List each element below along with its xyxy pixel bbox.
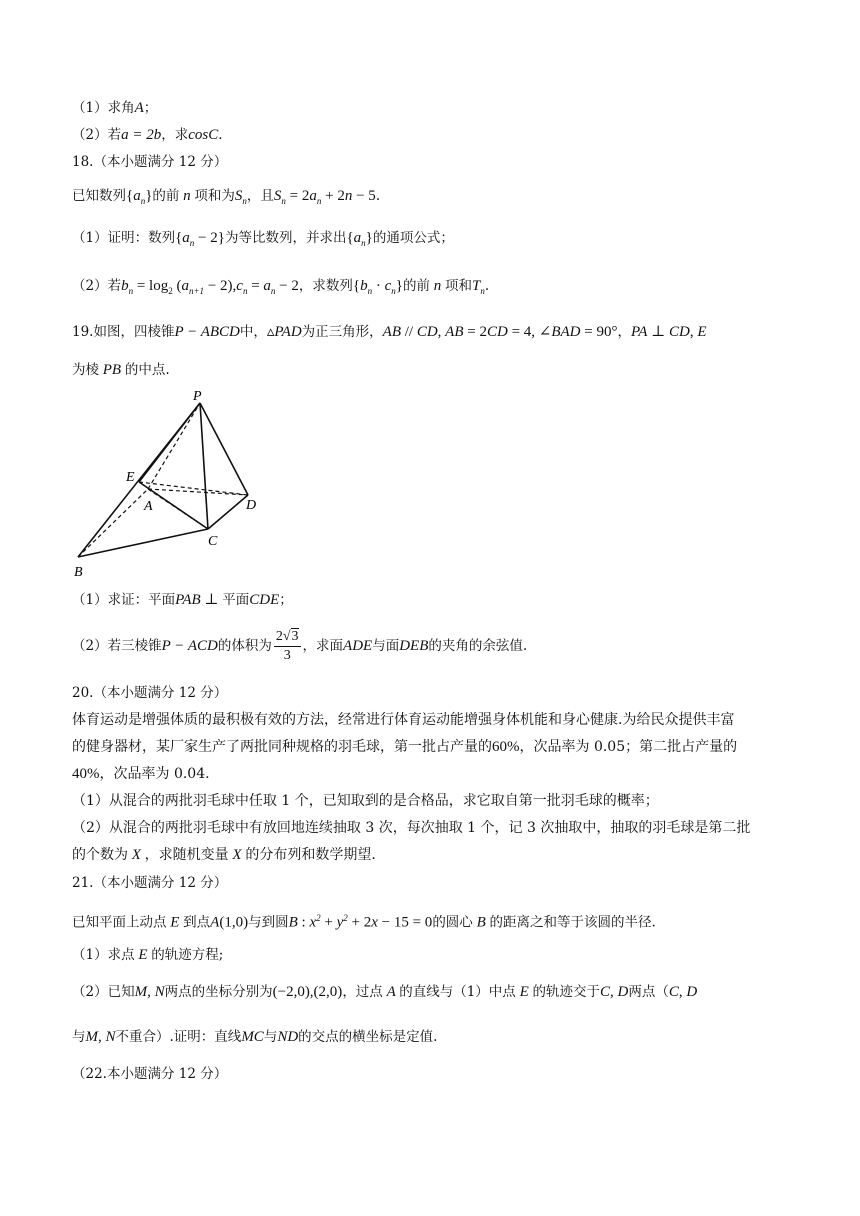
edge-BA xyxy=(78,489,148,557)
q18-part2: （2）若$b_n = \log_2 (a_{n+1} - 2),c_n = a_n - 2$，求数列$\{b_n \cdot c_n\}$的前 n 项和$T_n$. xyxy=(72,278,490,296)
edge-AD xyxy=(148,489,248,495)
q19-part2: （2）若三棱锥P − ACD的体积为 $\frac{2√3}{3}$ ，求面ADE与面DEB的夹角的余弦值. xyxy=(72,629,528,663)
q18-stem: 已知数列$\{a_n\}$的前 n 项和为$S_n$，且$S_n = 2a_n + 2n - 5$. xyxy=(72,188,381,206)
edge-PD xyxy=(200,403,248,495)
pyramid-figure xyxy=(60,385,280,585)
q17-part2: （2）若a = 2b，求cosC. xyxy=(72,127,223,143)
label-E: E xyxy=(126,470,135,485)
label-B: B xyxy=(74,565,83,580)
edge-CD xyxy=(208,495,248,529)
q18-part1: （1）证明：数列$\{a_n - 2\}$为等比数列，并求出$\{a_n\}$的通项公式； xyxy=(72,230,454,248)
q21-header: 21.（本小题满分 12 分） xyxy=(72,875,228,891)
q20-header: 20.（本小题满分 12 分） xyxy=(72,685,228,701)
label-C: C xyxy=(208,534,218,549)
q21-part2-line2: 与M, N不重合）.证明：直线MC与ND的交点的横坐标是定值. xyxy=(72,1029,438,1045)
q19-stem-line1: 19.如图，四棱锥P − ABCD中，▵PAD为正三角形，AB // CD, AB = 2CD = 4, ∠BAD = 90°，PA ⊥ CD, E xyxy=(72,324,707,340)
q20-part2b: 的个数为 X ，求随机变量 X 的分布列和数学期望. xyxy=(72,847,376,863)
q18-header: 18.（本小题满分 12 分） xyxy=(72,154,228,170)
edge-AP xyxy=(148,403,200,489)
label-P: P xyxy=(193,389,202,404)
q20-part2a: （2）从混合的两批羽毛球中有放回地连续抽取 3 次，每次抽取 1 个，记 3 次抽取中，抽取的羽毛球是第二批 xyxy=(72,820,751,836)
q17-part1: （1）求角A； xyxy=(72,100,158,116)
q20-p3: 40%，次品率为 0.04. xyxy=(72,766,210,782)
q22-header: （22.本小题满分 12 分） xyxy=(72,1066,228,1082)
q21-part2-line1: （2）已知M, N两点的坐标分别为(−2,0),(2,0)，过点 A 的直线与（1）中点 E 的轨迹交于C, D两点（C, D xyxy=(72,984,698,1000)
edge-PC xyxy=(200,403,208,529)
q19-part1: （1）求证：平面PAB ⊥ 平面CDE； xyxy=(72,592,293,608)
q21-part1: （1）求点 E 的轨迹方程; xyxy=(72,947,224,963)
q20-part1: （1）从混合的两批羽毛球中任取 1 个，已知取到的是合格品，求它取自第一批羽毛球的概率； xyxy=(72,793,659,809)
q20-p1: 体育运动是增强体质的最积极有效的方法，经常进行体育运动能增强身体机能和身心健康.为给民众提供丰富 xyxy=(72,712,735,728)
edge-PE xyxy=(139,403,200,482)
q21-stem: 已知平面上动点 E 到点A(1,0)与到圆B : $x^2 + y^2 + 2x - 15 = 0$的圆心 B 的距离之和等于该圆的半径. xyxy=(72,913,656,931)
q19-stem-line2: 为棱 PB 的中点. xyxy=(72,362,170,378)
label-A: A xyxy=(144,499,153,514)
q20-p2: 的健身器材，某厂家生产了两批同种规格的羽毛球，第一批占产量的60%，次品率为 0.05；第二批占产量的 xyxy=(72,739,738,755)
label-D: D xyxy=(246,498,257,513)
